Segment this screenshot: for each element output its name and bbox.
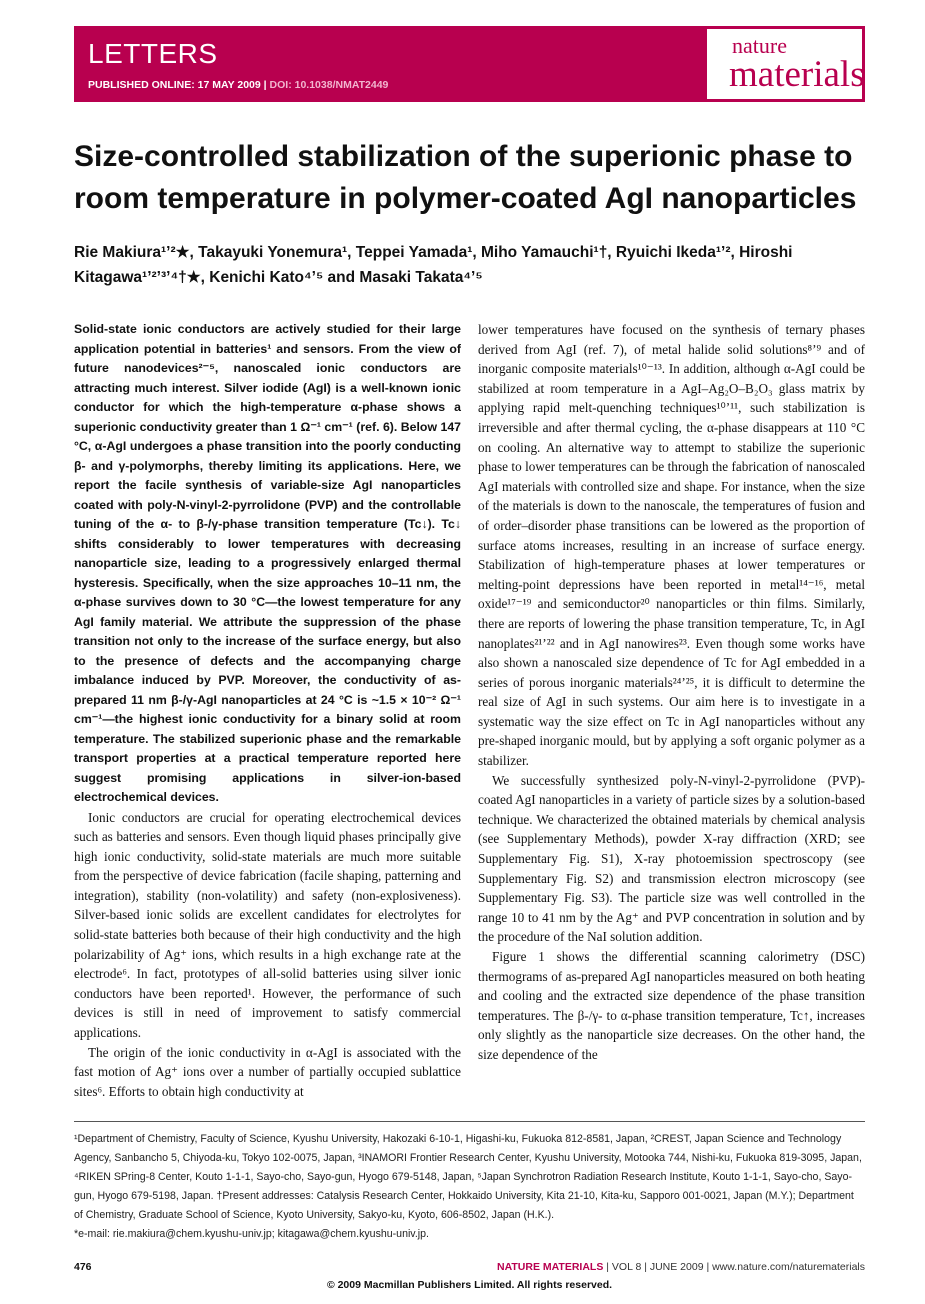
doi-link[interactable]: DOI: 10.1038/NMAT2449	[269, 79, 389, 91]
affiliations-footnote	[74, 1121, 865, 1244]
body-paragraph: We successfully synthesized poly-N-vinyl-2-pyrrolidone (PVP)-coated AgI nanoparticles in a variety of particle sizes by a solution-based technique. We characterized the obtained materials by chemical analysis (see Supplementary Methods), powder X-ray diffraction (XRD; see Supplementary Fig. S1), X-ray photoemission spectroscopy (see Supplementary Fig. S2) and transmission electron microscopy (see Supplementary Fig. S3). The particle size was well controlled in the range 10 to 41 nm by the Ag⁺ and PVP concentration in solution and by the procedure of the NaI solution addition.	[478, 772, 865, 945]
right-column	[478, 320, 865, 1101]
logo-line-nature: nature	[732, 33, 787, 58]
article-title: Size-controlled stabilization of the superionic phase to room temperature in polymer-coated AgI nanoparticles	[74, 140, 857, 215]
page-footer	[74, 1260, 865, 1274]
page-number: 476	[74, 1261, 92, 1274]
separator: |	[263, 79, 267, 91]
left-column	[74, 320, 461, 1101]
body-paragraph: Figure 1 shows the differential scanning calorimetry (DSC) thermograms of as-prepared AgI nanoparticles measured on both heating and cooling and the extracted size dependence of the phase transition temperatures. The β-/γ- to α-phase transition temperature, Tc↑, increases only slightly as the nanoparticle size decreases. On the other hand, the size dependence of the	[478, 949, 865, 1062]
journal-header-banner	[74, 26, 865, 102]
body-columns	[74, 320, 865, 1101]
body-paragraph: Ionic conductors are crucial for operating electrochemical devices such as batteries and sensors. Even though liquid phases principally give high ionic conductivity, solid-state materials are much more suitable from the perspective of device fabrication (facile shaping, patterning and integration), stability (non-volatility) and safety (non-explosiveness). Silver-based ionic solids are excellent candidates for electrolytes for solid-state batteries both because of their high conductivity and the high polarizability of Ag⁺ ions, which results in a high exchange rate at the electrode⁶. In fact, prototypes of all-solid batteries using silver ionic conductors have been reported¹. However, the performance of such devices is still in need of improvement to satisfy commercial applications.	[74, 809, 461, 1041]
page	[74, 0, 865, 1304]
article-type: LETTERS	[88, 38, 218, 69]
body-paragraph: The origin of the ionic conductivity in α-AgI is associated with the fast motion of Ag⁺ ions over a number of partially occupied sublattice sites⁶. Efforts to obtain high conductivity at	[74, 1044, 461, 1099]
body-paragraph: lower temperatures have focused on the synthesis of ternary phases derived from AgI (ref. 7), of metal halide solid solutions⁸ʼ⁹ and of inorganic composite materials¹⁰⁻¹³. In addition, although α-AgI could be stabilized at room temperature in a AgI–Ag₂O–B₂O₃ glass matrix by applying rapid melt-quenching techniques¹⁰ʼ¹¹, such stabilization is irreversible and after thermal cycling, the α-phase disappears at 110 °C on cooling. An alternative way to attempt to stabilize the superionic phase to lower temperatures can be through the fabrication of nanoscaled AgI materials with controlled size and shape. For instance, when the size of the materials is down to the nanoscale, the temperatures of fusion and of order–disorder phase transitions can be lowered as the proportion of surface atoms increases, resulting in an increase of surface energy. Stabilization of high-temperature phases at lower temperatures or melting-point depressions have been reported in metal¹⁴⁻¹⁶, metal oxide¹⁷⁻¹⁹ and semiconductor²⁰ nanoparticles or thin films. Similarly, there are reports of lowering the phase transition temperature, Tc, in AgI nanoplates²¹ʼ²² and in AgI nanowires²³. Even though some works have also shown a nanoscaled size dependence of Tc for AgI embedded in a series of porous inorganic materials²⁴ʼ²⁵, it is difficult to determine the real size of AgI in such systems. Our aim here is to investigate in a systematic way the size effect on Tc in AgI nanoparticles without any pre-shaped inorganic mould, but by applying a soft organic polymer as a stabilizer.	[478, 322, 865, 769]
journal-footer	[497, 1260, 865, 1274]
published-date: PUBLISHED ONLINE: 17 MAY 2009	[88, 79, 261, 91]
journal-name: NATURE MATERIALS	[496, 1261, 604, 1274]
logo-line-materials: materials	[729, 54, 865, 95]
publication-info	[88, 79, 388, 92]
journal-logo	[707, 29, 865, 99]
abstract: Solid-state ionic conductors are actively studied for their large application potential in batteries¹ and sensors. From the view of future nanodevices²⁻⁵, nanoscaled ionic conductors are attracting much interest. Silver iodide (AgI) is a well-known ionic conductor for which the high-temperature α-phase shows a superionic conductivity greater than 1 Ω⁻¹ cm⁻¹ (ref. 6). Below 147 °C, α-AgI undergoes a phase transition into the poorly conducting β- and γ-polymorphs, thereby limiting its applications. Here, we report the facile synthesis of variable-size AgI nanoparticles coated with poly-N-vinyl-2-pyrrolidone (PVP) and the controllable tuning of the α- to β-/γ-phase transition temperature (Tc↓). Tc↓ shifts considerably to lower temperatures with decreasing nanoparticle size, leading to a progressively enlarged thermal hysteresis. Specifically, when the size approaches 10–11 nm, the α-phase survives down to 30 °C—the lowest temperature for any AgI family material. We attribute the suppression of the phase transition not only to the increase of the surface energy, but also to the presence of defects and the accompanying charge imbalance induced by PVP. Moreover, the conductivity of as-prepared 11 nm β-/γ-AgI nanoparticles at 24 °C is ~1.5 × 10⁻² Ω⁻¹ cm⁻¹—the highest ionic conductivity for a binary solid at room temperature. The stabilized superionic phase and the remarkable transport properties at a practical temperature reported here suggest promising applications in silver-ion-based electrochemical devices.	[74, 322, 461, 804]
author-list: Rie Makiura¹ʼ²★, Takayuki Yonemura¹, Teppei Yamada¹, Miho Yamauchi¹†, Ryuichi Ikeda¹ʼ², Hiroshi Kitagawa¹ʼ²ʼ³ʼ⁴†★, Kenichi Kato⁴ʼ⁵ and Masaki Takata⁴ʼ⁵	[74, 244, 793, 286]
copyright: © 2009 Macmillan Publishers Limited. All rights reserved.	[326, 1279, 613, 1292]
affiliations: ¹Department of Chemistry, Faculty of Science, Kyushu University, Hakozaki 6-10-1, Higashi-ku, Fukuoka 812-8581, Japan, ²CREST, Japan Science and Technology Agency, Sanbancho 5, Chiyoda-ku, Tokyo 102-0075, Japan, ³INAMORI Frontier Research Center, Kyushu University, Motooka 744, Nishi-ku, Fukuoka 819-3095, Japan, ⁴RIKEN SPring-8 Center, Kouto 1-1-1, Sayo-cho, Sayo-gun, Hyogo 679-5148, Japan, ⁵Japan Synchrotron Radiation Research Institute, Kouto 1-1-1, Sayo-cho, Sayo-gun, Hyogo 679-5198, Japan. †Present addresses: Catalysis Research Center, Hokkaido University, Kita 21-10, Kita-ku, Sapporo 001-0021, Japan (M.Y.); Department of Chemistry, Graduate School of Science, Kyoto University, Sakyo-ku, Kyoto, 606-8502, Japan (H.K.).	[74, 1133, 862, 1222]
contact-email[interactable]: *e-mail: rie.makiura@chem.kyushu-univ.jp; kitagawa@chem.kyushu-univ.jp.	[74, 1228, 429, 1241]
issue-info: | VOL 8 | JUNE 2009 | www.nature.com/naturematerials	[603, 1261, 865, 1274]
